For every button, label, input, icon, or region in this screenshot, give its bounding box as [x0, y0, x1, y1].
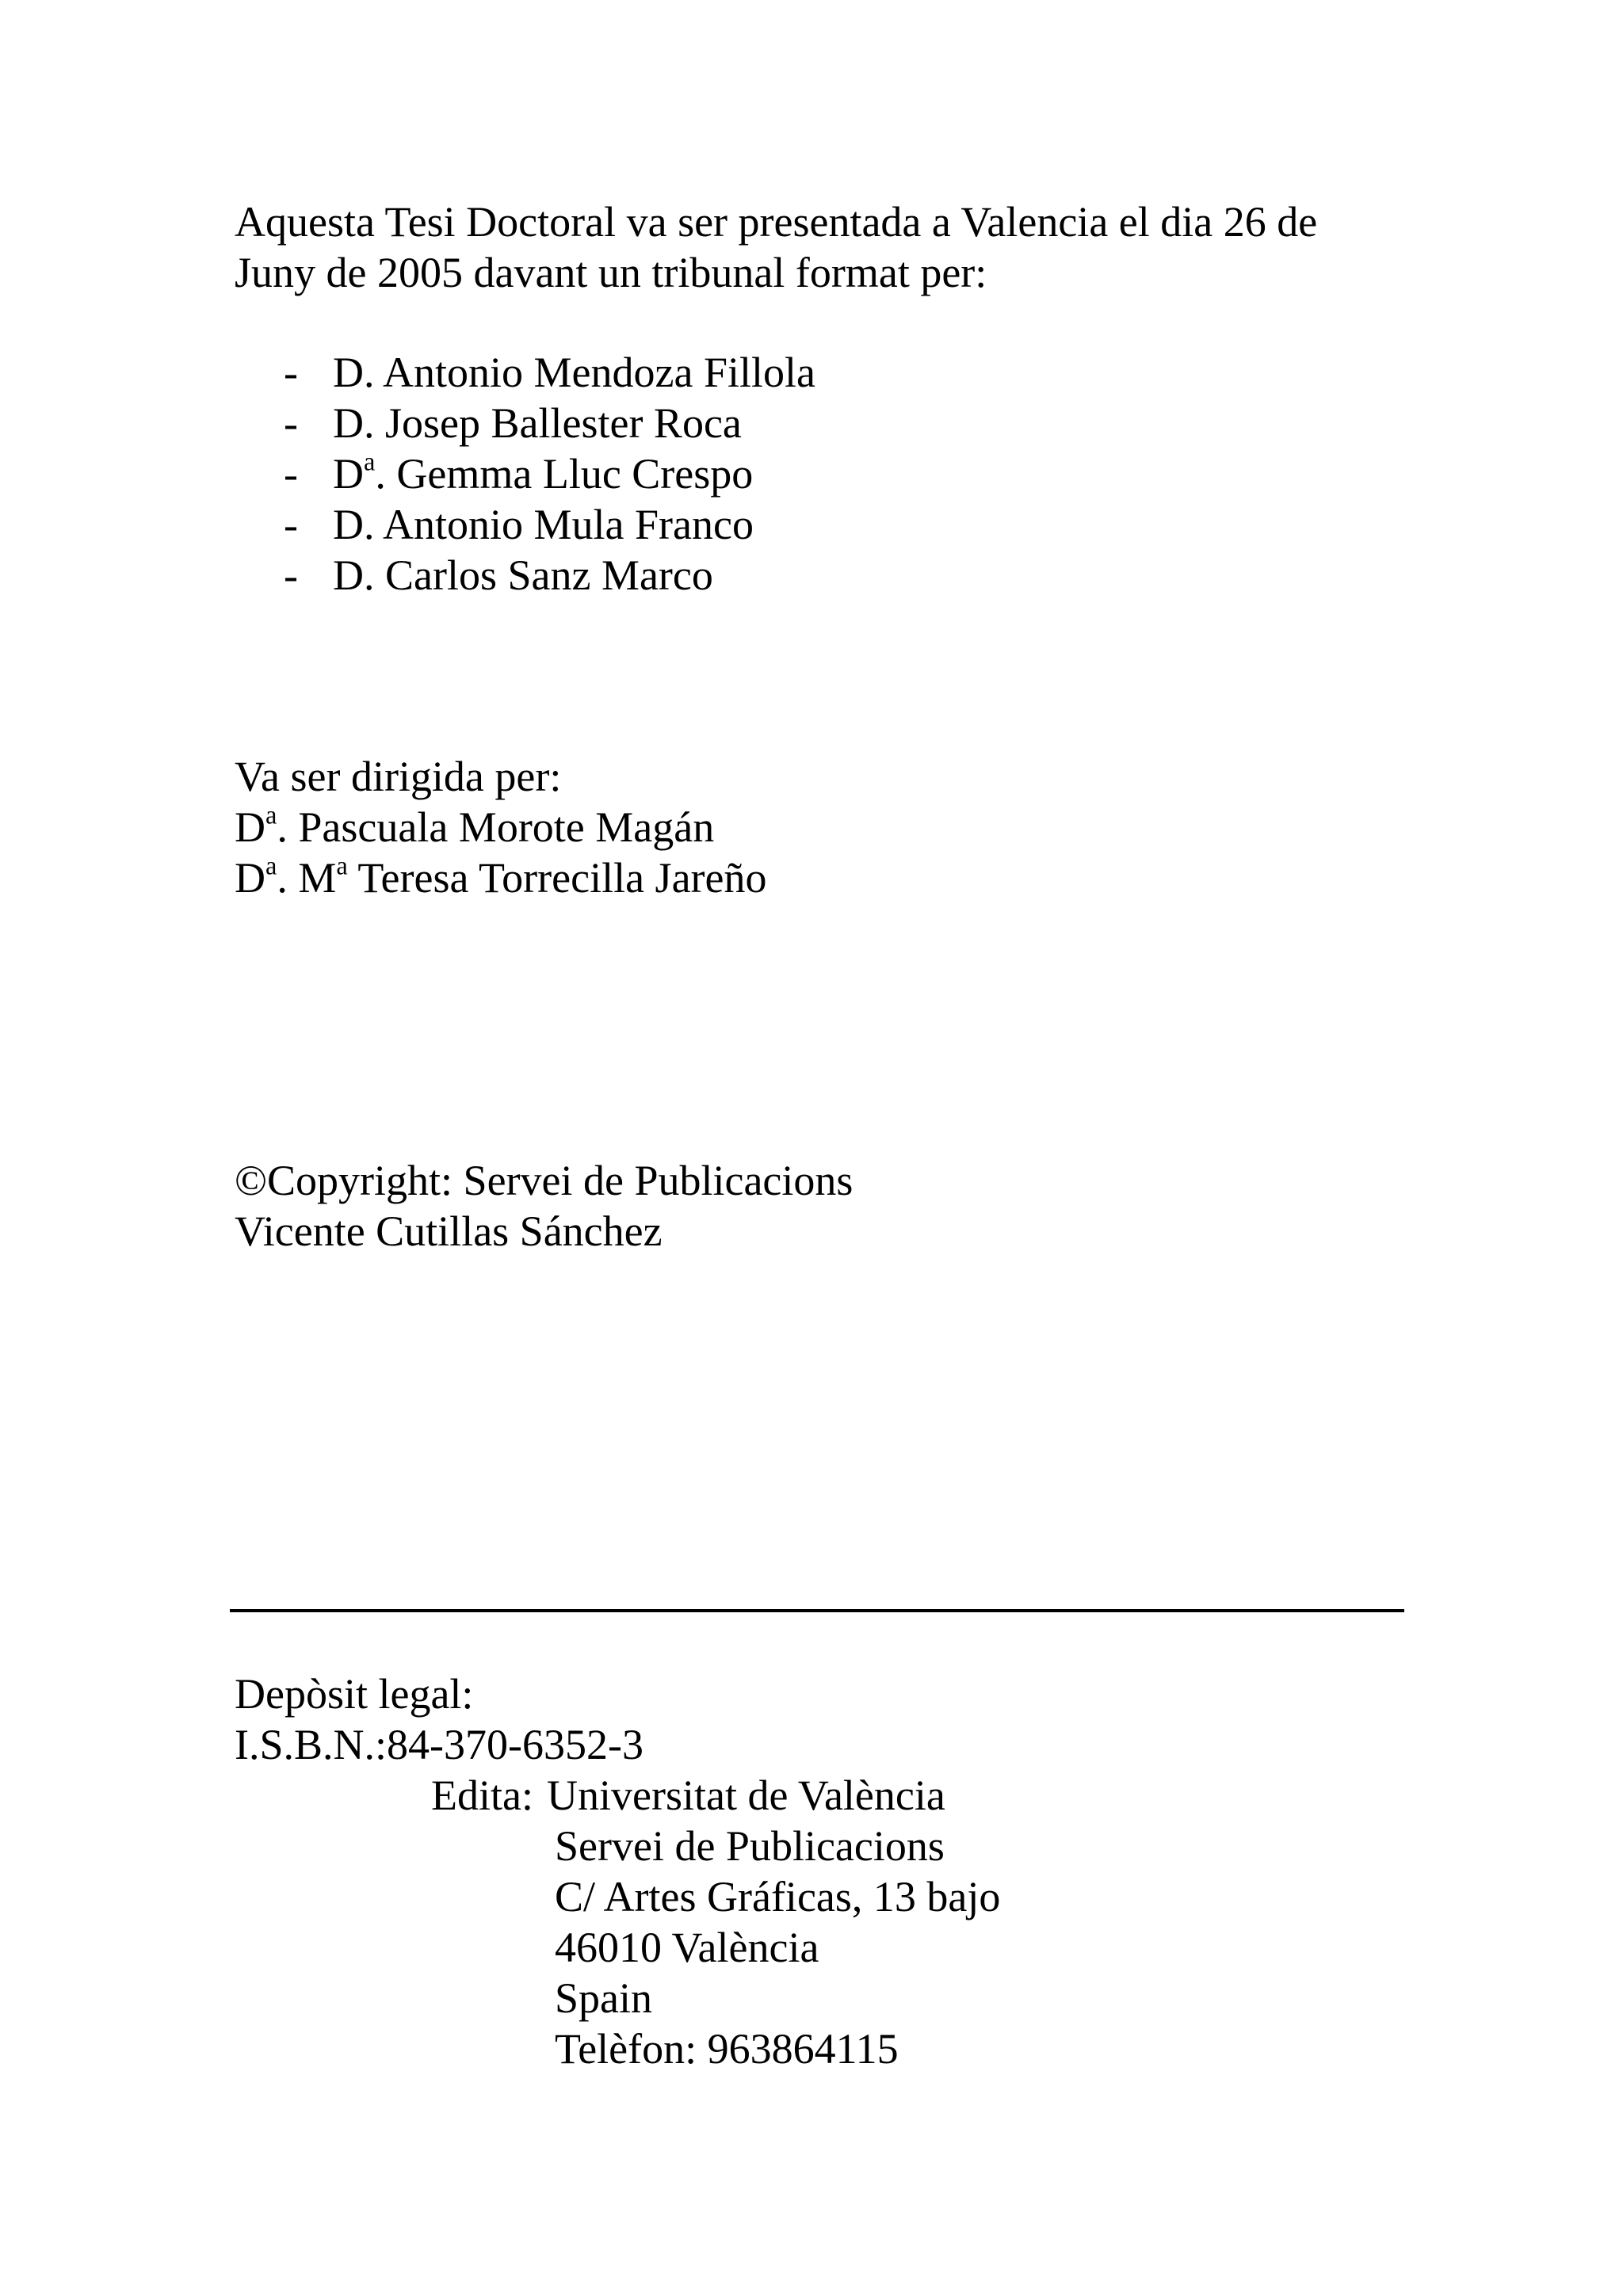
publisher-line-3: C/ Artes Gráficas, 13 bajo: [555, 1873, 1001, 1920]
legal-deposit: Depòsit legal:: [235, 1670, 474, 1718]
publisher-line-6: Telèfon: 963864115: [555, 2025, 899, 2073]
isbn: I.S.B.N.:84-370-6352-3: [235, 1721, 643, 1768]
list-item: [284, 550, 815, 601]
publisher-line-2: Servei de Publicacions: [555, 1822, 945, 1870]
list-item: [284, 499, 815, 550]
list-dash: -: [284, 349, 298, 396]
tribunal-member-2: D. Josep Ballester Roca: [333, 399, 742, 447]
intro-line-1: Aquesta Tesi Doctoral va ser presentada a Valencia el dia 26 de: [235, 198, 1318, 246]
publisher-address: [547, 1770, 1000, 2074]
list-dash: -: [284, 399, 298, 447]
publisher-line-1: Universitat de València: [547, 1772, 945, 1819]
list-dash: -: [284, 551, 298, 599]
tribunal-member-3: $D^a$. Gemma Lluc Crespo: [333, 448, 754, 498]
list-item: [284, 398, 815, 448]
list-dash: -: [284, 450, 298, 498]
director-1: $D^a$. Pascuala Morote Magán: [235, 801, 715, 851]
directors-block: [235, 751, 767, 903]
director-2: $D^a$. $M^a$ Teresa Torrecilla Jareño: [235, 852, 767, 902]
intro-paragraph: [235, 196, 1317, 298]
copyright-line-2: Vicente Cutillas Sánchez: [235, 1207, 663, 1255]
list-item: [284, 347, 815, 398]
tribunal-member-4: D. Antonio Mula Franco: [333, 501, 754, 548]
tribunal-member-1: D. Antonio Mendoza Fillola: [333, 349, 815, 396]
copyright-block: [235, 1155, 853, 1257]
tribunal-list: [284, 347, 815, 601]
publisher-label: Edita:: [431, 1772, 533, 1819]
publisher-line-5: Spain: [555, 1974, 653, 2022]
tribunal-member-5: D. Carlos Sanz Marco: [333, 551, 713, 599]
publisher-line-4: 46010 València: [555, 1924, 819, 1971]
list-dash: -: [284, 501, 298, 548]
list-item: [284, 448, 815, 499]
horizontal-divider: [230, 1609, 1404, 1612]
copyright-line-1: ©Copyright: Servei de Publicacions: [235, 1157, 854, 1204]
legal-block: [235, 1669, 643, 1770]
intro-line-2: Juny de 2005 davant un tribunal format per:: [235, 249, 987, 296]
directors-heading: Va ser dirigida per:: [235, 753, 562, 800]
